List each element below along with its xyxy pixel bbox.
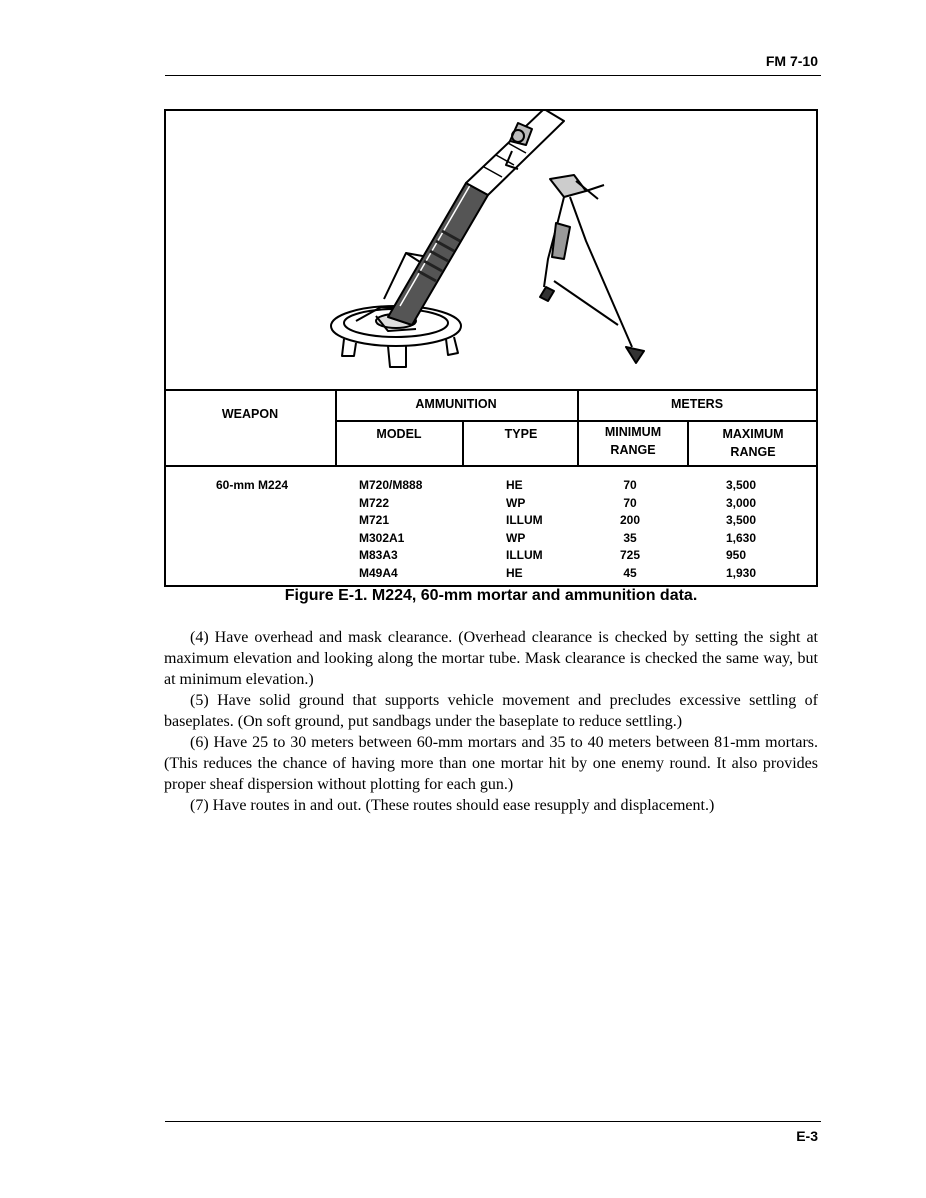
table-cell-type: HE [506, 478, 523, 492]
table-cell-max-range: 3,500 [726, 513, 757, 527]
minimum-range-header-line2: RANGE [610, 443, 656, 457]
table-cell-max-range: 1,630 [726, 530, 757, 545]
type-column [506, 477, 543, 582]
mortar-drawing [166, 111, 816, 389]
table-divider [336, 420, 816, 422]
maximum-range-header [690, 425, 816, 461]
table-cell-type: WP [506, 495, 526, 510]
mortar-illustration [166, 111, 816, 391]
table-divider [687, 421, 689, 465]
body-text [164, 627, 818, 816]
table-cell-type: HE [506, 565, 523, 580]
footer-rule [165, 1121, 821, 1122]
maximum-range-header-line2: RANGE [730, 445, 776, 459]
document-id-header: FM 7-10 [765, 53, 818, 69]
figure-box [164, 109, 818, 587]
table-cell-type: ILLUM [506, 513, 543, 527]
table-divider [577, 391, 579, 465]
table-cell-model: M721 [359, 513, 390, 527]
table-divider [335, 391, 337, 465]
table-cell-model: M722 [359, 495, 390, 510]
page-number: E-3 [796, 1128, 818, 1144]
weapon-header: WEAPON [221, 407, 279, 421]
table-cell-model: M49A4 [359, 565, 398, 580]
table-cell-min-range: 35 [623, 530, 637, 545]
table-cell-type: WP [506, 530, 526, 545]
table-divider [166, 465, 816, 467]
minimum-range-header-line1: MINIMUM [604, 425, 662, 439]
table-cell-max-range: 3,000 [726, 495, 757, 510]
table-cell-max-range: 1,930 [726, 565, 757, 580]
table-cell-min-range: 70 [623, 478, 637, 492]
paragraph: (4) Have overhead and mask clearance. (Overhead clearance is checked by setting the sight at maximum elevation and looking along the mortar tube. Mask clearance is checked the same way, but at minimum elevation.) [164, 629, 818, 688]
type-header: TYPE [504, 427, 538, 441]
weapon-cell: 60-mm M224 [216, 478, 289, 492]
meters-header: METERS [670, 397, 724, 411]
table-cell-min-range: 725 [619, 548, 641, 562]
table-cell-model: M720/M888 [359, 478, 423, 492]
maximum-range-column [726, 477, 756, 582]
paragraph: (7) Have routes in and out. (These routes should ease resupply and displacement.) [190, 797, 715, 814]
table-cell-model: M302A1 [359, 530, 405, 545]
model-header: MODEL [376, 427, 422, 441]
maximum-range-header-line1: MAXIMUM [722, 427, 784, 441]
table-cell-min-range: 70 [623, 495, 637, 510]
table-divider [462, 421, 464, 465]
paragraph: (5) Have solid ground that supports vehicle movement and precludes excessive settling of baseplates. (On soft ground, put sandbags under the baseplate to reduce settling.) [164, 692, 818, 730]
header-rule [165, 75, 821, 76]
table-cell-model: M83A3 [359, 548, 398, 562]
table-cell-max-range: 950 [726, 548, 747, 562]
ammunition-header: AMMUNITION [415, 397, 497, 411]
table-cell-max-range: 3,500 [726, 478, 757, 492]
table-cell-type: ILLUM [506, 548, 543, 562]
table-cell-min-range: 45 [623, 565, 637, 580]
table-cell-min-range: 200 [619, 513, 641, 527]
model-column [359, 477, 422, 582]
paragraph: (6) Have 25 to 30 meters between 60-mm mortars and 35 to 40 meters between 81-mm mortars. (This reduces the chance of having more than one mortar hit by one enemy round. It also provides proper sheaf dispersion without plotting for each gun.) [164, 734, 818, 793]
weapon-column [216, 477, 288, 495]
minimum-range-header [578, 423, 688, 459]
figure-caption: Figure E-1. M224, 60-mm mortar and ammunition data. [284, 587, 698, 604]
minimum-range-column [610, 477, 650, 582]
